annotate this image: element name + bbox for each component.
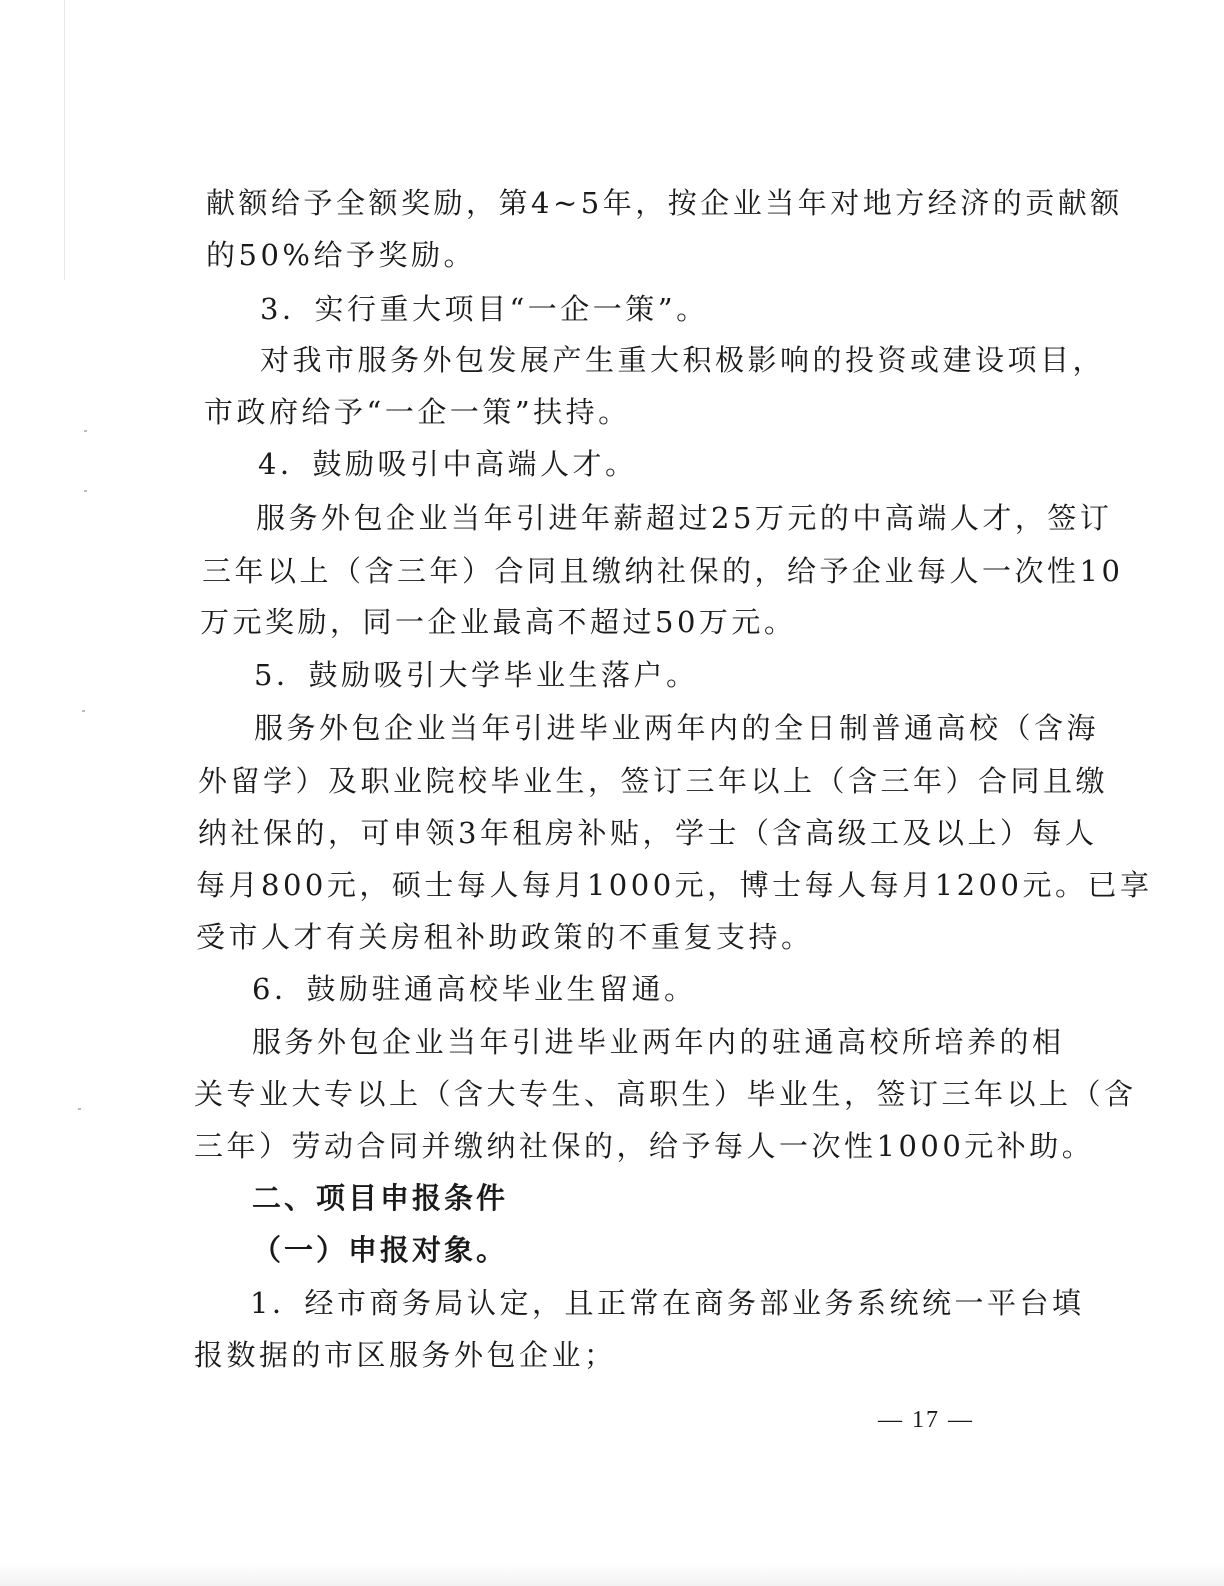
paragraph-line: 服务外包企业当年引进毕业两年内的驻通高校所培养的相 — [252, 1025, 1065, 1059]
paragraph-line: 1．经市商务局认定，且正常在商务部业务系统统一平台填 — [250, 1286, 1085, 1320]
paragraph-line: 献额给予全额奖励，第4~5年，按企业当年对地方经济的贡献额 — [206, 186, 1123, 220]
paragraph-line: 的50%给予奖励。 — [206, 238, 476, 272]
item-heading-3: 3．实行重大项目“一企一策”。 — [260, 292, 709, 326]
paragraph-line: 三年以上（含三年）合同且缴纳社保的，给予企业每人一次性10 — [202, 554, 1124, 588]
paragraph-line: 服务外包企业当年引进年薪超过25万元的中高端人才，签订 — [256, 501, 1113, 535]
paragraph-line: 对我市服务外包发展产生重大积极影响的投资或建设项目， — [260, 343, 1106, 377]
paragraph-line: 关专业大专以上（含大专生、高职生）毕业生，签订三年以上（含 — [194, 1077, 1137, 1111]
scan-edge-line — [64, 0, 65, 280]
scan-speck — [84, 490, 87, 492]
scan-bottom-shadow — [0, 1564, 1224, 1586]
section-heading: 二、项目申报条件 — [252, 1181, 509, 1215]
item-heading-4: 4．鼓励吸引中高端人才。 — [258, 447, 638, 481]
paragraph-line: 三年）劳动合同并缴纳社保的，给予每人一次性1000元补助。 — [194, 1129, 1095, 1163]
paragraph-line: 外留学）及职业院校毕业生，签订三年以上（含三年）合同且缴 — [198, 764, 1109, 798]
subsection-heading: （一）申报对象。 — [252, 1233, 509, 1267]
scan-speck — [84, 430, 87, 432]
paragraph-line: 市政府给予“一企一策”扶持。 — [204, 395, 631, 429]
paragraph-line: 报数据的市区服务外包企业； — [194, 1338, 617, 1372]
paragraph-line: 万元奖励，同一企业最高不超过50万元。 — [200, 605, 797, 639]
paragraph-line: 纳社保的，可申领3年租房补贴，学士（含高级工及以上）每人 — [198, 816, 1098, 850]
scan-speck — [82, 710, 85, 712]
page-number: — 17 — — [878, 1407, 974, 1433]
item-heading-6: 6．鼓励驻通高校毕业生留通。 — [252, 972, 697, 1006]
item-heading-5: 5．鼓励吸引大学毕业生落户。 — [254, 658, 699, 692]
paragraph-line: 受市人才有关房租补助政策的不重复支持。 — [196, 920, 814, 954]
paragraph-line: 服务外包企业当年引进毕业两年内的全日制普通高校（含海 — [254, 711, 1100, 745]
scan-speck — [78, 1108, 81, 1110]
paragraph-line: 每月800元，硕士每人每月1000元，博士每人每月1200元。已享 — [196, 868, 1153, 902]
